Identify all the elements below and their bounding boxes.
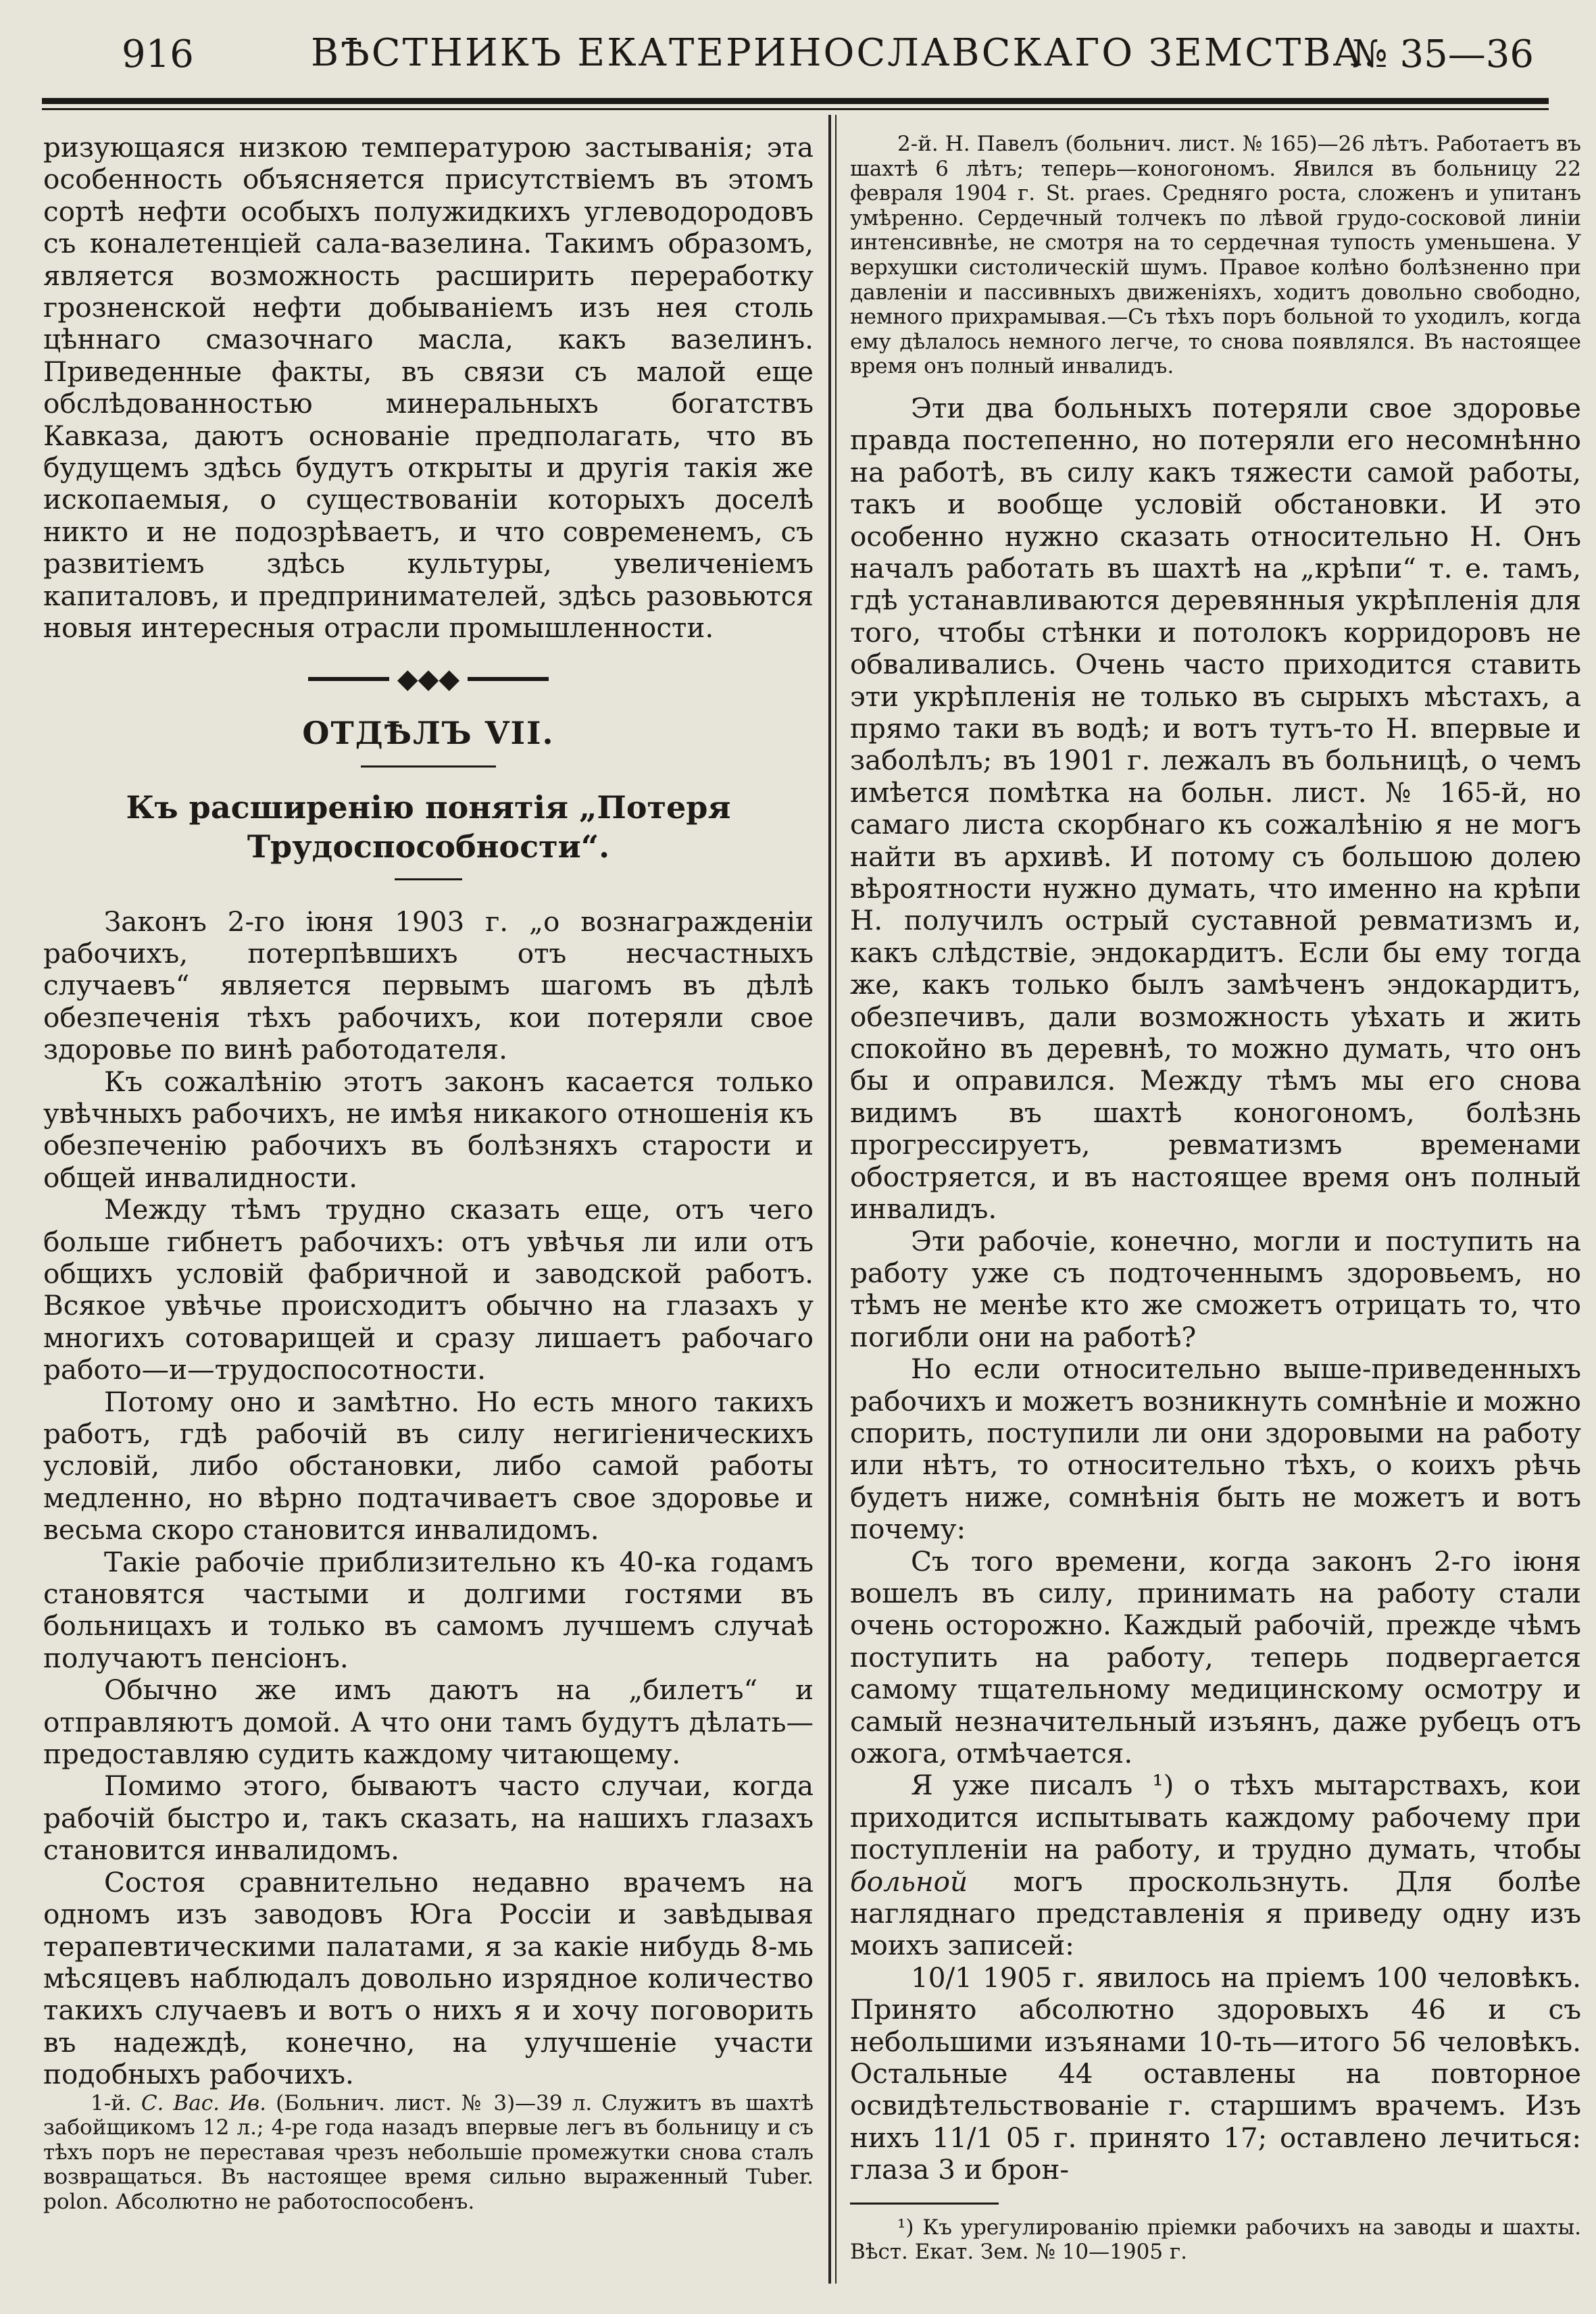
section-rule <box>361 765 496 768</box>
continuation-paragraph: ризующаяся низкою температурою застыванія; эта особенность объясняется присутствіемъ въ этомъ сортѣ нефти особыхъ полужидкихъ углеводородовъ съ коналетенціей сала-вазелина. Такимъ образомъ, является возможность расширить переработку грозненской нефти добываніемъ изъ нея столь цѣннаго смазочнаго масла, какъ вазелинъ. Приведенные факты, въ связи съ малой еще обслѣдованностью минеральныхъ богатствъ Кавказа, даютъ основаніе предполагать, что въ будущемъ здѣсь будутъ открыты и другія такія же ископаемыя, о существованіи которыхъ доселѣ никто и не подозрѣваетъ, и что современемъ, съ развитіемъ здѣсь культуры, увеличеніемъ капиталовъ, и предпринимателей, здѣсь разовьются новыя интересныя отрасли промышленности. <box>43 132 814 645</box>
column-rule-thin <box>835 115 837 2284</box>
article-paragraph: Потому оно и замѣтно. Но есть много такихъ работъ, гдѣ рабочій въ силу негигіеническихъ условій, либо обстановки, либо самой работы медленно, но вѣрно подтачиваетъ свое здоровье и весьма скоро становится инвалидомъ. <box>43 1385 814 1546</box>
section-heading: ОТДѢЛЪ VII. <box>302 714 555 751</box>
journal-title: ВѢСТНИКЪ ЕКАТЕРИНОСЛАВСКАГО ЗЕМСТВА. <box>311 31 1378 75</box>
article-paragraph: Состоя сравнительно недавно врачемъ на одномъ изъ заводовъ Юга Россіи и завѣдывая терапевтическими палатами, я за какіе нибудь 8-мь мѣсяцевъ наблюдалъ довольно изрядное количество такихъ случаевъ и вотъ о нихъ я и хочу поговорить въ надеждѣ, конечно, на улучшеніе участи подобныхъ рабочихъ. <box>43 1865 814 2091</box>
case-text: (Больнич. лист. № 3)—39 л. Служитъ въ шахтѣ забойщикомъ 12 л.; 4-ре года назадъ впервые легъ въ больницу и съ тѣхъ поръ не переставая чрезъ небольшіе промежутки снова сталъ возвращаться. Въ настоящее время сильно выраженный Tuber. polon. Абсолютно не работоспособенъ. <box>43 2090 814 2214</box>
writing-text-before: Я уже писалъ ¹) о тѣхъ мытарствахъ, кои приходится испытывать каждому рабочему при поступленіи на работу, и трудно думать, чтобы <box>850 1769 1581 1866</box>
writing-text-after: могъ проскользнуть. Для болѣе нагляднаго представленія я приведу одну изъ моихъ записей: <box>850 1865 1581 1962</box>
header-rule <box>42 98 1549 104</box>
footnote: ¹) Къ урегулированію пріемки рабочихъ на заводы и шахты. Вѣст. Екат. Зем. № 10—1905 г. <box>850 2215 1581 2265</box>
column-rule <box>828 115 831 2284</box>
case-patient-name: С. Вас. Ив. <box>141 2090 266 2115</box>
issue-number: № 35—36 <box>1351 32 1534 76</box>
article-paragraph: Эти два больныхъ потеряли свое здоровье правда постепенно, но потеряли его несомнѣнно на работѣ, въ силу какъ тяжести самой работы, такъ и вообще условій обстановки. И это особенно нужно сказать относительно Н. Онъ началъ работать въ шахтѣ на „крѣпи“ т. е. тамъ, гдѣ устанавливаются деревянныя укрѣпленія для того, чтобы стѣнки и потолокъ корридоровъ не обваливались. Очень часто приходится ставить эти укрѣпленія не только въ сырыхъ мѣстахъ, а прямо таки въ водѣ; и вотъ тутъ-то Н. впервые и заболѣлъ; въ 1901 г. лежалъ въ больницѣ, о чемъ имѣется помѣтка на больн. лист. № 165-й, но самаго листа скорбнаго къ сожалѣнію я не могъ найти въ архивѣ. И потому съ большою долею вѣроятности нужно думать, что именно на крѣпи Н. получилъ острый суставной ревматизмъ и, какъ слѣдствіе, эндокардитъ. Если бы ему тогда же, какъ только былъ замѣченъ эндокардитъ, обезпечивъ, дали возможность уѣхать и жить спокойно въ деревнѣ, то можно думать, что онъ бы и оправился. Между тѣмъ мы его снова видимъ въ шахтѣ коногономъ, болѣзнь прогрессируетъ, ревматизмъ временами обостряется, и въ настоящее время онъ полный инвалидъ. <box>850 391 1581 1226</box>
article-paragraph <box>850 1769 1581 1961</box>
footnote-rule <box>850 2203 999 2205</box>
article-paragraph: Между тѣмъ трудно сказать еще, отъ чего больше гибнетъ рабочихъ: отъ увѣчья ли или отъ общихъ условій фабричной и заводской работъ. Всякое увѣчье происходитъ обычно на глазахъ у многихъ сотоварищей и сразу лишаетъ рабочаго работо—и—трудоспосотности. <box>43 1193 814 1386</box>
record-paragraph: 10/1 1905 г. явилось на пріемъ 100 человѣкъ. Принято абсолютно здоровыхъ 46 и съ небольшими изъянами 10-ть—итого 56 человѣкъ. Остальные 44 оставлены на повторное освидѣтельствованіе г. старшимъ врачемъ. Изъ нихъ 11/1 05 г. принято 17; оставлено лечиться: глаза 3 и брон- <box>850 1961 1581 2186</box>
case-record-2: 2-й. Н. Павелъ (больнич. лист. № 165)—26 лѣтъ. Работаетъ въ шахтѣ 6 лѣтъ; теперь—коногономъ. Явился въ больницу 22 февраля 1904 г. St. praes. Средняго роста, сложенъ и упитанъ умѣренно. Сердечный толчекъ по лѣвой грудо-сосковой линіи интенсивнѣе, не смотря на то сердечная тупость уменьшена. У верхушки систолическій шумъ. Правое колѣно болѣзненно при давленіи и пассивныхъ движеніяхъ, ходитъ довольно свободно, немного прихрамывая.—Съ тѣхъ поръ больной то уходилъ, когда ему дѣлалось немного легче, то снова появлялся. Въ настоящее время онъ полный инвалидъ. <box>850 132 1581 379</box>
article-paragraph: Эти рабочіе, конечно, могли и поступить на работу уже съ подточеннымъ здоровьемъ, но тѣмъ не менѣе кто же сможетъ отрицать то, что погибли они на работѣ? <box>850 1224 1581 1353</box>
header-rule-thin <box>42 108 1549 110</box>
article-paragraph: Но если относительно выше-приведенныхъ рабочихъ и можетъ возникнуть сомнѣніе и можно спорить, поступили ли они здоровыми на работу или нѣтъ, то относительно тѣхъ, о коихъ рѣчь будетъ ниже, сомнѣнія быть не можетъ и вотъ почему: <box>850 1353 1581 1546</box>
right-column <box>850 132 1581 2265</box>
page-header <box>41 27 1547 81</box>
article-paragraph: Обычно же имъ даютъ на „билетъ“ и отправляютъ домой. А что они тамъ будутъ дѣлать— предоставляю судить каждому читающему. <box>43 1674 814 1771</box>
article-paragraph: Такіе рабочіе приблизительно къ 40-ка годамъ становятся частыми и долгими гостями въ больницахъ и только въ самомъ лучшемъ случаѣ получаютъ пенсіонъ. <box>43 1545 814 1674</box>
title-rule <box>395 878 462 880</box>
left-column <box>43 132 814 2215</box>
case-label: 1-й. <box>91 2090 132 2115</box>
case-record-1 <box>43 2091 814 2215</box>
writing-italic-word: больной <box>850 1865 968 1898</box>
article-paragraph: Къ сожалѣнію этотъ законъ касается только увѣчныхъ рабочихъ, не имѣя никакого отношенія къ обезпеченію рабочихъ въ болѣзняхъ старости и общей инвалидности. <box>43 1065 814 1194</box>
article-paragraph: Помимо этого, бываютъ часто случаи, когда рабочій быстро и, такъ сказать, на нашихъ глазахъ становится инвалидомъ. <box>43 1769 814 1867</box>
ornament-divider: ◆◆◆ <box>43 663 814 693</box>
article-title: Къ расширенію понятія „Потеря Трудоспособности“. <box>126 788 731 865</box>
article-paragraph: Законъ 2-го іюня 1903 г. „о вознагражденіи рабочихъ, потерпѣвшихъ отъ несчастныхъ случаевъ“ является первымъ шагомъ въ дѣлѣ обезпеченія тѣхъ рабочихъ, кои потеряли свое здоровье по винѣ работодателя. <box>43 905 814 1066</box>
page-number: 916 <box>122 32 194 76</box>
article-paragraph: Съ того времени, когда законъ 2-го іюня вошелъ въ силу, принимать на работу стали очень осторожно. Каждый рабочій, прежде чѣмъ поступить на работу, теперь подвергается самому тщательному медицинскому осмотру и самый незначительный изъянъ, даже рубецъ отъ ожога, отмѣчается. <box>850 1544 1581 1769</box>
